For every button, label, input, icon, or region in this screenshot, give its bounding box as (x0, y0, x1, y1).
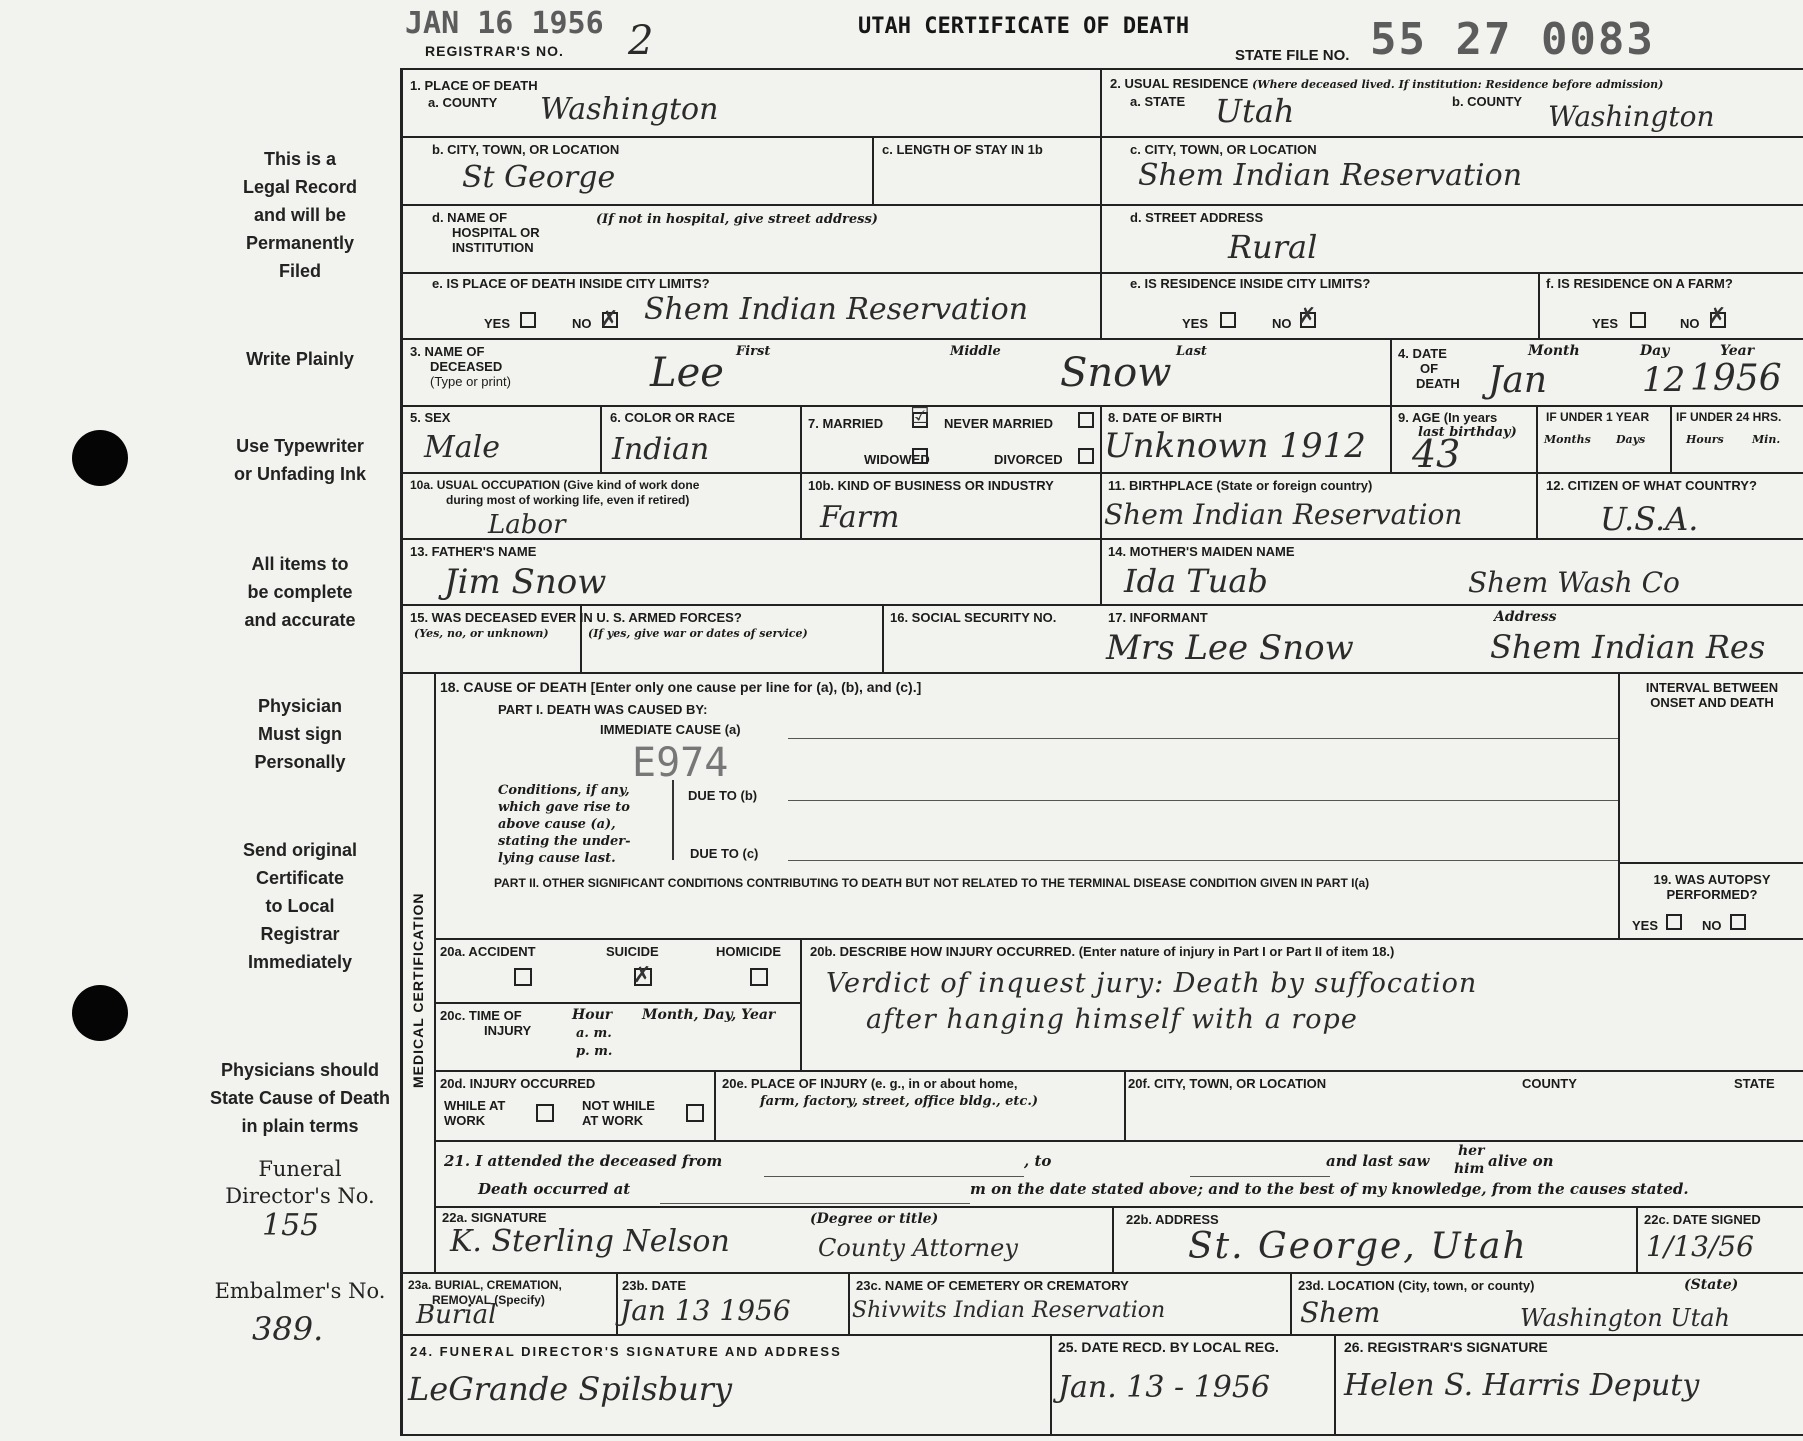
date-received-label: 25. DATE RECD. BY LOCAL REG. (1058, 1339, 1279, 1355)
rule (436, 1206, 1803, 1208)
rule (1538, 272, 1540, 338)
last-label: Last (1176, 344, 1207, 359)
registrar-signature-label: 26. REGISTRAR'S SIGNATURE (1344, 1339, 1548, 1355)
divorced-label: DIVORCED (994, 452, 1063, 467)
rule (1290, 1272, 1292, 1334)
res-city-limits-yes-checkbox[interactable] (1220, 312, 1236, 328)
hour-label: Hour (572, 1007, 613, 1023)
send-original-note (180, 836, 420, 976)
signer-address-value: St. George, Utah (1188, 1226, 1528, 1267)
injury-state-label: STATE (1734, 1076, 1775, 1091)
rule (800, 405, 802, 539)
cemetery-value: Shivwits Indian Reservation (852, 1298, 1166, 1323)
typewriter-line: Use Typewriter (236, 436, 364, 456)
date-signed-value: 1/13/56 (1646, 1230, 1754, 1263)
place-of-injury-label: 20e. PLACE OF INJURY (e. g., in or about home, (722, 1076, 1018, 1091)
widowed-label: WIDOWED (864, 452, 930, 467)
interval-label (1624, 680, 1800, 710)
signature-value: K. Sterling Nelson (450, 1224, 730, 1259)
not-while-at-work-checkbox[interactable] (686, 1104, 704, 1122)
length-of-stay-label: c. LENGTH OF STAY IN 1b (882, 142, 1043, 157)
registrar-no-label: REGISTRAR'S NO. (425, 43, 564, 59)
citizen-label: 12. CITIZEN OF WHAT COUNTRY? (1546, 478, 1757, 493)
rule (1390, 405, 1392, 472)
legal-record-note (180, 145, 420, 285)
part2-label: PART II. OTHER SIGNIFICANT CONDITIONS CONTRIBUTING TO DEATH BUT NOT RELATED TO THE TERMINAL DISEASE CONDITION GIVEN IN PART I(a) (494, 876, 1370, 890)
rule (1636, 1206, 1638, 1272)
time-injury-line: 20c. TIME OF (440, 1008, 522, 1023)
while-at-work-label (444, 1098, 505, 1128)
rule (1112, 1206, 1114, 1272)
rule (1670, 405, 1672, 472)
injury-county-label: COUNTY (1522, 1076, 1577, 1091)
hospital-label-line: HOSPITAL OR (452, 225, 540, 240)
armed-forces-yn-note: (Yes, no, or unknown) (414, 627, 549, 640)
informant-address-value: Shem Indian Res (1490, 628, 1766, 666)
city-limits-label: e. IS PLACE OF DEATH INSIDE CITY LIMITS? (432, 276, 710, 291)
typewriter-note (180, 432, 420, 488)
min-label: Min. (1752, 433, 1781, 446)
rule (400, 604, 1803, 606)
conditions-note (498, 782, 631, 867)
rule (1100, 405, 1102, 604)
registrar-no-value: 2 (628, 18, 654, 64)
married-label: 7. MARRIED (808, 416, 884, 431)
age-label-line: 9. AGE (In years (1398, 410, 1498, 425)
rule (436, 1070, 1803, 1072)
race-value: Indian (612, 432, 710, 467)
while-work-line: WORK (444, 1113, 486, 1128)
autopsy-no-checkbox[interactable] (1730, 914, 1746, 930)
homicide-checkbox[interactable] (750, 968, 768, 986)
city-value: St George (462, 160, 616, 195)
conditions-line: which gave rise to (498, 800, 630, 815)
farm-label: f. IS RESIDENCE ON A FARM? (1546, 276, 1733, 291)
no-label: NO (1702, 918, 1722, 933)
while-at-work-checkbox[interactable] (536, 1104, 554, 1122)
sex-value: Male (424, 430, 500, 465)
rule (600, 405, 602, 472)
physician-line: Physician (257, 696, 343, 716)
complete-line: and accurate (244, 610, 356, 630)
month-label: Month (1528, 343, 1580, 359)
date-received-value: Jan. 13 - 1956 (1058, 1370, 1271, 1405)
sex-label: 5. SEX (410, 410, 451, 425)
occupation-value: Labor (488, 510, 566, 540)
not-while-at-work-label (582, 1098, 655, 1128)
rule (872, 136, 874, 204)
rule (1050, 1334, 1052, 1434)
suicide-label: SUICIDE (606, 944, 659, 959)
send-line: to Local (265, 896, 335, 916)
residence-note: (Where deceased lived. If institution: Residence before admission) (1252, 78, 1664, 91)
place-of-death-note: Shem Indian Reservation (644, 292, 1029, 327)
injury-occurred-label: 20d. INJURY OCCURRED (440, 1076, 596, 1091)
embalmer-no-label: Embalmer's No. (214, 1279, 386, 1303)
rule (848, 1272, 850, 1334)
injury-description-line1: Verdict of inquest jury: Death by suffocation (826, 968, 1478, 999)
street-value: Rural (1228, 228, 1318, 266)
divorced-checkbox[interactable] (1078, 448, 1094, 464)
state-cause-line: in plain terms (241, 1116, 359, 1136)
death-occurred-label: Death occurred at (478, 1180, 631, 1198)
interval-line: ONSET AND DEATH (1650, 695, 1774, 710)
rule (1100, 68, 1102, 338)
no-label: NO (1272, 316, 1292, 331)
dod-label-line: DEATH (1416, 376, 1460, 391)
rule (660, 1203, 970, 1204)
state-cause-line: Physicians should (220, 1060, 380, 1080)
send-line: Registrar (260, 924, 340, 944)
street-label: d. STREET ADDRESS (1130, 210, 1264, 225)
immediate-cause-label: IMMEDIATE CAUSE (a) (600, 722, 741, 737)
rule (400, 672, 1803, 674)
interval-line: INTERVAL BETWEEN (1645, 680, 1779, 695)
accident-label: 20a. ACCIDENT (440, 944, 536, 959)
typewriter-line: or Unfading Ink (234, 464, 366, 484)
father-value: Jim Snow (444, 562, 607, 602)
cause-code: E974 (632, 740, 729, 786)
death-year-value: 1956 (1690, 358, 1782, 399)
location-label: 23d. LOCATION (City, town, or county) (1298, 1278, 1535, 1293)
county-label: a. COUNTY (428, 95, 498, 110)
name-label-line: DECEASED (430, 359, 503, 374)
rule (436, 1002, 801, 1004)
month-day-year-label: Month, Day, Year (642, 1007, 776, 1023)
conditions-line: lying cause last. (498, 851, 616, 866)
never-married-label: NEVER MARRIED (944, 416, 1054, 431)
hospital-label-line: INSTITUTION (452, 240, 534, 255)
dob-label: 8. DATE OF BIRTH (1108, 410, 1222, 425)
title-state: UTAH (858, 14, 911, 39)
first-label: First (736, 344, 771, 359)
mother-value: Ida Tuab (1124, 562, 1268, 600)
state-file-no: 55 27 0083 (1370, 14, 1655, 65)
yes-label: YES (1632, 918, 1659, 933)
residence-label (1110, 76, 1663, 92)
citizen-value: U.S.A. (1600, 500, 1699, 538)
occupation-label-line: during most of working life, even if retired) (446, 493, 690, 507)
yes-label: YES (484, 316, 511, 331)
homicide-label: HOMICIDE (716, 944, 781, 959)
title-main: CERTIFICATE OF DEATH (924, 14, 1190, 39)
autopsy-label (1624, 872, 1800, 902)
day-label: Day (1640, 343, 1670, 359)
legal-line: and will be (253, 205, 346, 225)
death-occurred-note: m on the date stated above; and to the best of my knowledge, from the causes stated. (970, 1180, 1689, 1198)
cemetery-label: 23c. NAME OF CEMETERY OR CREMATORY (856, 1278, 1129, 1293)
res-county-label: b. COUNTY (1452, 94, 1523, 109)
date-of-death-label (1398, 346, 1460, 391)
part1-label: PART I. DEATH WAS CAUSED BY: (498, 702, 708, 717)
legal-line: Legal Record (242, 177, 358, 197)
res-county-value: Washington (1548, 100, 1715, 133)
rule (882, 604, 884, 672)
rule (1536, 472, 1538, 538)
no-label: NO (1680, 316, 1700, 331)
due-to-b-label: DUE TO (b) (688, 788, 758, 803)
informant-address-label: Address (1494, 609, 1557, 625)
informant-value: Mrs Lee Snow (1106, 628, 1354, 668)
binder-hole-top (72, 430, 128, 486)
rule (1618, 672, 1620, 938)
never-married-checkbox[interactable] (1078, 412, 1094, 428)
burial-date-label: 23b. DATE (622, 1278, 687, 1293)
signer-address-label: 22b. ADDRESS (1126, 1212, 1219, 1227)
location-state-value: Washington Utah (1520, 1304, 1730, 1332)
legal-line: This is a (263, 149, 337, 169)
hospital-label-line: d. NAME OF (432, 210, 508, 225)
while-work-line: WHILE AT (444, 1098, 506, 1113)
middle-label: Middle (950, 344, 1001, 359)
time-injury-line: INJURY (484, 1023, 532, 1038)
injury-description-line2: after hanging himself with a rope (866, 1004, 1358, 1035)
business-label: 10b. KIND OF BUSINESS OR INDUSTRY (808, 478, 1054, 493)
widowed-checkbox[interactable] (912, 448, 928, 464)
funeral-director-label: 24. FUNERAL DIRECTOR'S SIGNATURE AND ADDRESS (410, 1344, 842, 1359)
accident-checkbox[interactable] (514, 968, 532, 986)
rule (788, 738, 1618, 739)
name-label-line: (Type or print) (430, 374, 511, 389)
occupation-label (410, 478, 699, 508)
rule (764, 1176, 1024, 1177)
res-city-label: c. CITY, TOWN, OR LOCATION (1130, 142, 1317, 157)
rule (1390, 338, 1392, 405)
city-limits-yes-checkbox[interactable] (520, 312, 536, 328)
legal-line: Permanently (245, 233, 355, 253)
send-line: Send original (242, 840, 357, 860)
rule (1618, 862, 1803, 864)
rule (1536, 405, 1538, 472)
embalmer-no: 389. (252, 1310, 324, 1348)
birthplace-label: 11. BIRTHPLACE (State or foreign country) (1108, 478, 1373, 493)
conditions-bracket (664, 780, 674, 860)
time-of-injury-label (440, 1008, 531, 1038)
check-mark-icon: ✗ (633, 963, 652, 988)
death-month-value: Jan (1488, 360, 1548, 401)
rule (400, 338, 1803, 340)
rule (800, 938, 802, 1070)
rule (788, 800, 1618, 801)
last-saw-label: and last saw (1326, 1152, 1430, 1170)
funeral-label-line: Funeral (258, 1157, 342, 1181)
binder-hole-bottom (72, 985, 128, 1041)
months-label: Months (1544, 433, 1591, 446)
rule (436, 1140, 1803, 1142)
conditions-line: above cause (a), (498, 817, 616, 832)
send-line: Certificate (255, 868, 345, 888)
conditions-line: stating the under- (498, 834, 631, 849)
hospital-label (432, 210, 540, 255)
date-stamp: JAN 16 1956 (405, 6, 604, 41)
him-label: him (1454, 1161, 1485, 1177)
alive-on-label: alive on (1488, 1152, 1554, 1170)
physician-line: Must sign (258, 724, 342, 744)
res-city-value: Shem Indian Reservation (1138, 158, 1523, 193)
rule (616, 1272, 618, 1334)
registrar-signature-value: Helen S. Harris Deputy (1344, 1368, 1700, 1403)
hours-label: Hours (1686, 433, 1724, 446)
race-label: 6. COLOR OR RACE (610, 410, 735, 425)
burial-value: Burial (416, 1300, 497, 1330)
burial-date-value: Jan 13 1956 (620, 1294, 791, 1327)
rule (1190, 1176, 1330, 1177)
check-mark-icon: ✗ (600, 307, 619, 332)
mother-label: 14. MOTHER'S MAIDEN NAME (1108, 544, 1295, 559)
occupation-label-line: 10a. USUAL OCCUPATION (Give kind of work done (410, 478, 700, 492)
birthplace-value: Shem Indian Reservation (1104, 498, 1463, 531)
place-of-death-label: 1. PLACE OF DEATH (410, 78, 538, 93)
rule (400, 1272, 1803, 1274)
res-city-limits-label: e. IS RESIDENCE INSIDE CITY LIMITS? (1130, 276, 1371, 291)
father-label: 13. FATHER'S NAME (410, 544, 537, 559)
conditions-line: Conditions, if any, (498, 783, 630, 798)
funeral-director-no: 155 (262, 1208, 320, 1243)
last-name-value: Snow (1060, 350, 1172, 396)
dob-value: Unknown 1912 (1104, 426, 1366, 466)
degree-label: (Degree or title) (810, 1211, 939, 1227)
place-of-injury-note: farm, factory, street, office bldg., etc.) (760, 1094, 1038, 1109)
days-label: Days (1616, 433, 1646, 446)
rule (434, 672, 436, 1272)
complete-note (180, 550, 420, 634)
signature-label: 22a. SIGNATURE (442, 1210, 547, 1225)
name-label-line: 3. NAME OF (410, 344, 485, 359)
informant-label: 17. INFORMANT (1108, 610, 1208, 625)
state-file-label: STATE FILE NO. (1235, 47, 1350, 64)
injury-description-label: 20b. DESCRIBE HOW INJURY OCCURRED. (Enter nature of injury in Part I or Part II of item 18.) (810, 944, 1395, 959)
city-label: b. CITY, TOWN, OR LOCATION (432, 142, 620, 157)
funeral-director-signature: LeGrande Spilsbury (408, 1370, 733, 1408)
check-mark-icon: ✗ (1708, 304, 1727, 329)
pm-label: p. m. (576, 1044, 613, 1059)
location-value: Shem (1300, 1296, 1381, 1329)
no-label: NO (572, 316, 592, 331)
rule (436, 938, 1803, 940)
county-value: Washington (540, 92, 719, 127)
date-signed-label: 22c. DATE SIGNED (1644, 1212, 1761, 1227)
rule (1334, 1334, 1336, 1434)
dod-label-line: OF (1420, 361, 1439, 376)
res-state-value: Utah (1215, 92, 1295, 130)
complete-line: All items to (251, 554, 349, 574)
autopsy-yes-checkbox[interactable] (1666, 914, 1682, 930)
rule (1124, 1070, 1126, 1140)
autopsy-line: 19. WAS AUTOPSY (1653, 872, 1771, 887)
cause-of-death-label: 18. CAUSE OF DEATH [Enter only one cause per line for (a), (b), and (c).] (440, 679, 922, 695)
medical-certification-label: MEDICAL CERTIFICATION (410, 892, 426, 1088)
physician-sign-note (180, 692, 420, 776)
her-label: her (1458, 1143, 1485, 1159)
attended-from-label: 21. I attended the deceased from (444, 1152, 723, 1170)
name-label (410, 344, 511, 389)
first-name-value: Lee (650, 350, 724, 396)
age-value: 43 (1412, 432, 1461, 476)
yes-label: YES (1182, 316, 1209, 331)
hospital-note: (If not in hospital, give street address) (596, 212, 878, 227)
complete-line: be complete (247, 582, 353, 602)
farm-yes-checkbox[interactable] (1630, 312, 1646, 328)
physician-line: Personally (254, 752, 346, 772)
dod-label-line: 4. DATE (1398, 346, 1447, 361)
burial-label-line: REMOVAL (Specify) (432, 1293, 545, 1307)
business-value: Farm (820, 500, 900, 535)
mother-address-value: Shem Wash Co (1468, 566, 1680, 599)
form-title (858, 14, 1189, 39)
check-mark-icon: ✗ (1298, 304, 1317, 329)
rule (714, 1070, 716, 1140)
under-1-year-label: IF UNDER 1 YEAR (1546, 410, 1650, 424)
check-mark-icon: ☑ (910, 404, 930, 429)
armed-forces-label: 15. WAS DECEASED EVER IN U. S. ARMED FORCES? (410, 610, 742, 625)
send-line: Immediately (247, 952, 353, 972)
rule (400, 1434, 1803, 1436)
res-state-label: a. STATE (1130, 94, 1186, 109)
state-cause-line: State Cause of Death (209, 1088, 391, 1108)
am-label: a. m. (576, 1026, 612, 1041)
injury-city-label: 20f. CITY, TOWN, OR LOCATION (1128, 1076, 1327, 1091)
funeral-director-no-label (180, 1156, 420, 1210)
legal-line: Filed (278, 261, 321, 281)
not-while-work-line: AT WORK (582, 1113, 644, 1128)
state-cause-note (180, 1056, 420, 1140)
attended-to-label: , to (1024, 1152, 1052, 1170)
armed-forces-war-note: (If yes, give war or dates of service) (588, 627, 808, 640)
under-24-hrs-label: IF UNDER 24 HRS. (1676, 410, 1782, 424)
state-paren-label: (State) (1684, 1277, 1739, 1293)
due-to-c-label: DUE TO (c) (690, 846, 759, 861)
autopsy-line: PERFORMED? (1666, 887, 1758, 902)
rule (788, 860, 1618, 861)
yes-label: YES (1592, 316, 1619, 331)
death-day-value: 12 (1642, 360, 1686, 400)
rule (400, 1334, 1803, 1336)
ssn-label: 16. SOCIAL SECURITY NO. (890, 610, 1057, 625)
year-label: Year (1720, 343, 1755, 359)
age-label-line: last birthday) (1418, 425, 1517, 440)
residence-title: 2. USUAL RESIDENCE (1110, 76, 1249, 91)
burial-label-line: 23a. BURIAL, CREMATION, (408, 1278, 562, 1292)
write-plainly-note: Write Plainly (246, 349, 354, 369)
funeral-label-line: Director's No. (225, 1184, 375, 1208)
not-while-work-line: NOT WHILE (582, 1098, 655, 1113)
title-value: County Attorney (818, 1234, 1018, 1262)
